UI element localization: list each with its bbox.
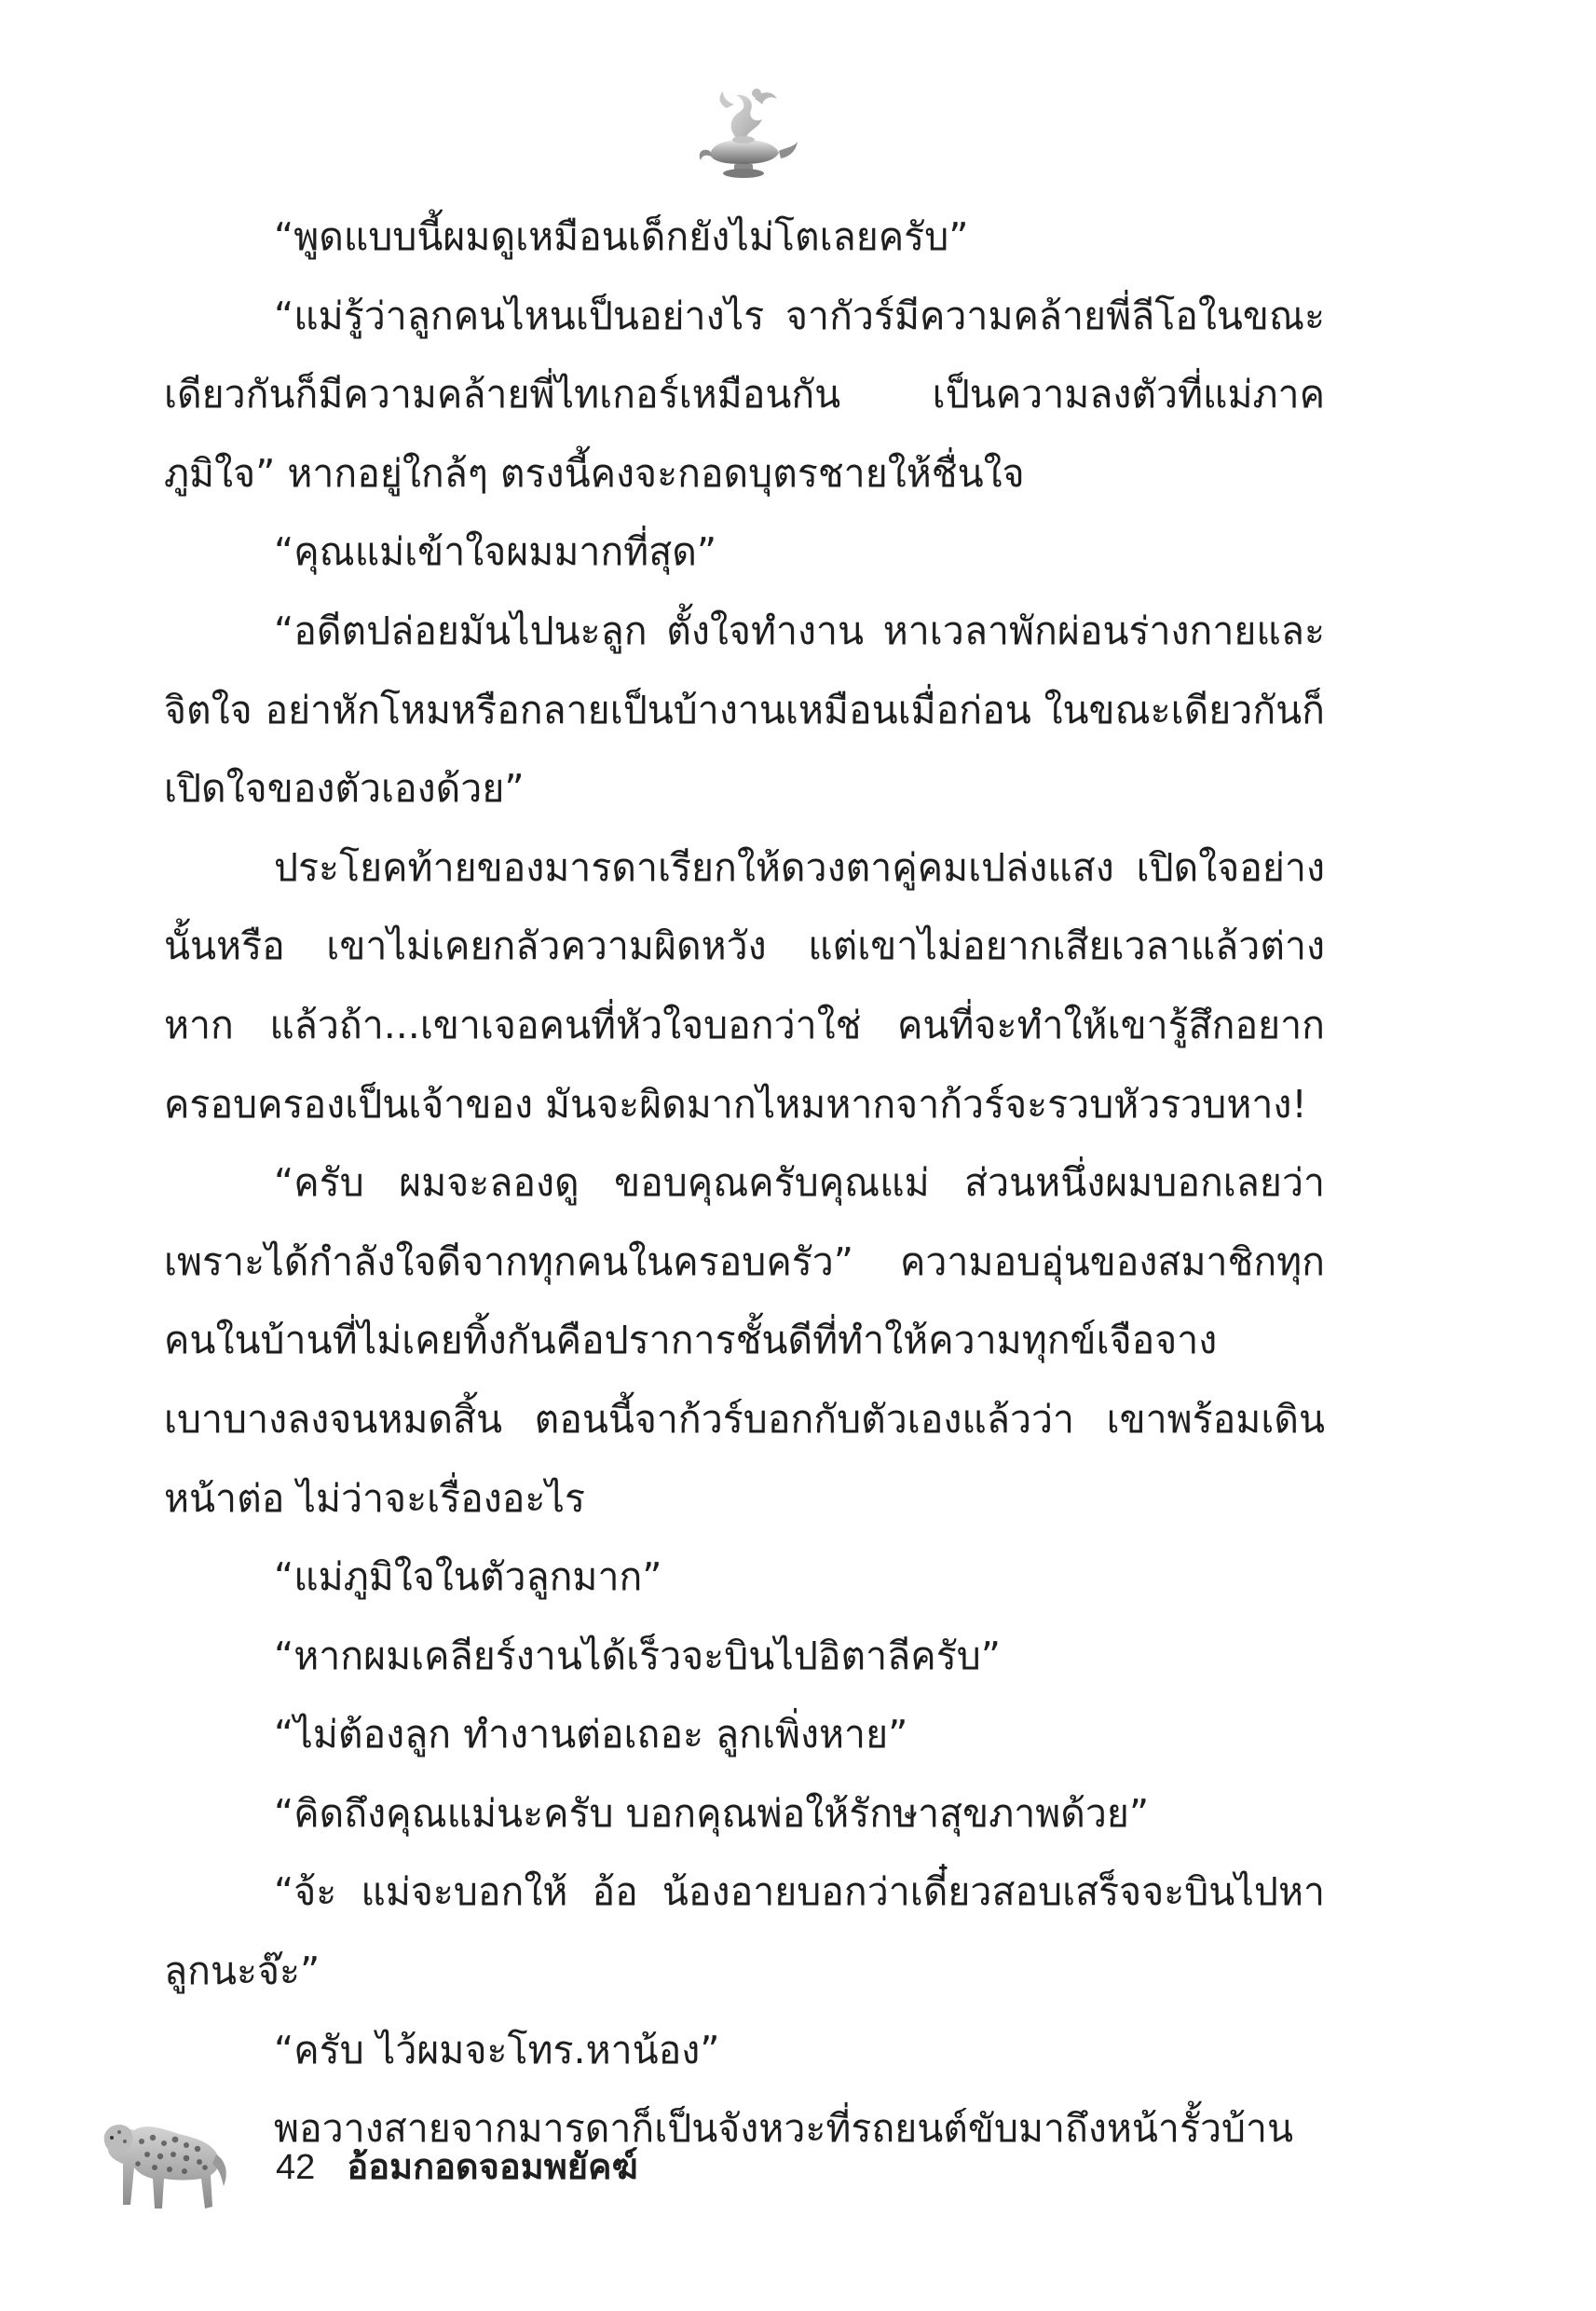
paragraph: “แม่รู้ว่าลูกคนไหนเป็นอย่างไร จากัวร์มีความคล้ายพี่ลีโอในขณะเดียวกันก็มีความคล้ายพี่ไทเกอร์เหมือนกัน เป็นความลงตัวที่แม่ภาคภูมิใจ” หากอยู่ใกล้ๆ ตรงนี้คงจะกอดบุตรชายให้ชื่นใจ bbox=[164, 293, 1325, 496]
paragraph: “พูดแบบนี้ผมดูเหมือนเด็กยังไม่โตเลยครับ” bbox=[274, 214, 969, 259]
page-body bbox=[164, 198, 1325, 2152]
genie-lamp-icon bbox=[689, 82, 801, 185]
paragraph: ประโยคท้ายของมารดาเรียกให้ดวงตาคู่คมเปล่งแสง เปิดใจอย่างนั้นหรือ เขาไม่เคยกลัวความผิดหวัง แต่เขาไม่อยากเสียเวลาแล้วต่างหาก แล้วถ้า...เขาเจอคนที่หัวใจบอกว่าใช่ คนที่จะทำให้เขารู้สึกอยากครอบครองเป็นเจ้าของ มันจะผิดมากไหมหากจาก้วร์จะรวบหัวรวบหาง! bbox=[164, 844, 1325, 1127]
page-footer bbox=[276, 2143, 638, 2191]
paragraph: “คุณแม่เข้าใจผมมากที่สุด” bbox=[274, 529, 717, 575]
book-title: อ้อมกอดจอมพยัคฆ์ bbox=[347, 2146, 638, 2187]
paragraph: “ครับ ผมจะลองดู ขอบคุณครับคุณแม่ ส่วนหนึ่งผมบอกเลยว่าเพราะได้กำลังใจดีจากทุกคนในครอบครัว” ความอบอุ่นของสมาชิกทุกคนในบ้านที่ไม่เคยทิ้งกันคือปราการชั้นดีที่ทำให้ความทุกข์เจือจางเบาบางลงจนหมดสิ้น ตอนนี้จาก้วร์บอกกับตัวเองแล้วว่า เขาพร้อมเดินหน้าต่อ ไม่ว่าจะเรื่องอะไร bbox=[164, 1160, 1325, 1521]
paragraph: “ไม่ต้องลูก ทำงานต่อเถอะ ลูกเพิ่งหาย” bbox=[274, 1712, 908, 1757]
paragraph: “จ้ะ แม่จะบอกให้ อ้อ น้องอายบอกว่าเดี๋ยวสอบเสร็จจะบินไปหาลูกนะจ๊ะ” bbox=[164, 1869, 1325, 1994]
paragraph: พอวางสายจากมารดาก็เป็นจังหวะที่รถยนต์ขับมาถึงหน้ารั้วบ้าน bbox=[274, 2106, 1294, 2152]
paragraph: “แม่ภูมิใจในตัวลูกมาก” bbox=[274, 1554, 662, 1600]
paragraph: “อดีตปล่อยมันไปนะลูก ตั้งใจทำงาน หาเวลาพักผ่อนร่างกายและจิตใจ อย่าหักโหมหรือกลายเป็นบ้างานเหมือนเมื่อก่อน ในขณะเดียวกันก็เปิดใจของตัวเองด้วย” bbox=[164, 608, 1325, 812]
paragraph: “คิดถึงคุณแม่นะครับ บอกคุณพ่อให้รักษาสุขภาพด้วย” bbox=[274, 1790, 1150, 1836]
leopard-icon bbox=[101, 2113, 231, 2216]
paragraph: “ครับ ไว้ผมจะโทร.หาน้อง” bbox=[274, 2027, 720, 2072]
paragraph: “หากผมเคลียร์งานได้เร็วจะบินไปอิตาลีครับ” bbox=[274, 1633, 1002, 1678]
page-number: 42 bbox=[276, 2148, 316, 2187]
